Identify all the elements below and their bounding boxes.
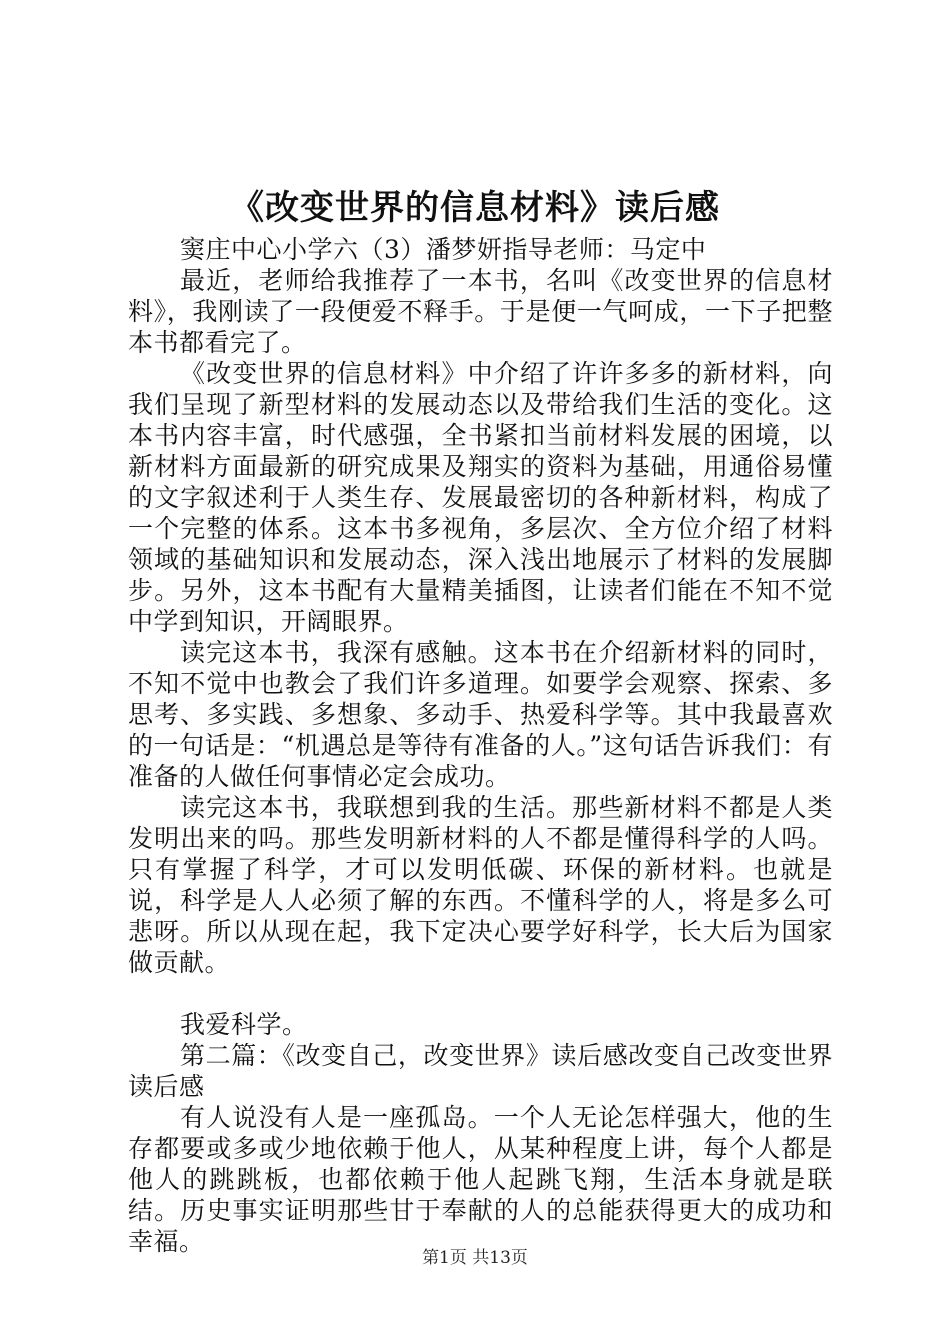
paragraph: 我爱科学。 — [180, 1010, 308, 1039]
paragraph: 最近，老师给我推荐了一本书，名叫《改变世界的信息材料》，我刚读了一段便爱不释手。于是便一气呵成，一下子把整本书都看完了。 — [128, 266, 833, 357]
byline: 窦庄中心小学六（3）潘梦妍指导老师：马定中 — [180, 235, 707, 264]
document-body — [128, 234, 833, 1257]
paragraph: 读完这本书，我深有感触。这本书在介绍新材料的同时，不知不觉中也教会了我们许多道理。如要学会观察、探索、多思考、多实践、多想象、多动手、热爱科学等。其中我最喜欢的一句话是：“机遇总是等待有准备的人。”这句话告诉我们：有准备的人做任何事情必定会成功。 — [128, 638, 833, 791]
paragraph: 有人说没有人是一座孤岛。一个人无论怎样强大，他的生存都要或多或少地依赖于他人，从某种程度上讲，每个人都是他人的跳跳板，也都依赖于他人起跳飞翔，生活本身就是联结。历史事实证明那些甘于奉献的人的总能获得更大的成功和幸福。 — [128, 1103, 833, 1256]
section-heading: 第二篇：《改变自己，改变世界》读后感改变自己改变世界读后感 — [128, 1041, 833, 1101]
paragraph: 读完这本书，我联想到我的生活。那些新材料不都是人类发明出来的吗。那些发明新材料的人不都是懂得科学的人吗。只有掌握了科学，才可以发明低碳、环保的新材料。也就是说，科学是人人必须了解的东西。不懂科学的人，将是多么可悲呀。所以从现在起，我下定决心要学好科学，长大后为国家做贡献。 — [128, 793, 833, 977]
document-title: 《改变世界的信息材料》读后感 — [230, 188, 720, 228]
paragraph: 《改变世界的信息材料》中介绍了许许多多的新材料，向我们呈现了新型材料的发展动态以及带给我们生活的变化。这本书内容丰富，时代感强，全书紧扣当前材料发展的困境，以新材料方面最新的研究成果及翔实的资料为基础，用通俗易懂的文字叙述利于人类生存、发展最密切的各种新材料，构成了一个完整的体系。这本书多视角，多层次、全方位介绍了材料领域的基础知识和发展动态，深入浅出地展示了材料的发展脚步。另外，这本书配有大量精美插图，让读者们能在不知不觉中学到知识，开阔眼界。 — [128, 359, 833, 636]
page-footer: 第1页 共13页 — [422, 1248, 528, 1268]
